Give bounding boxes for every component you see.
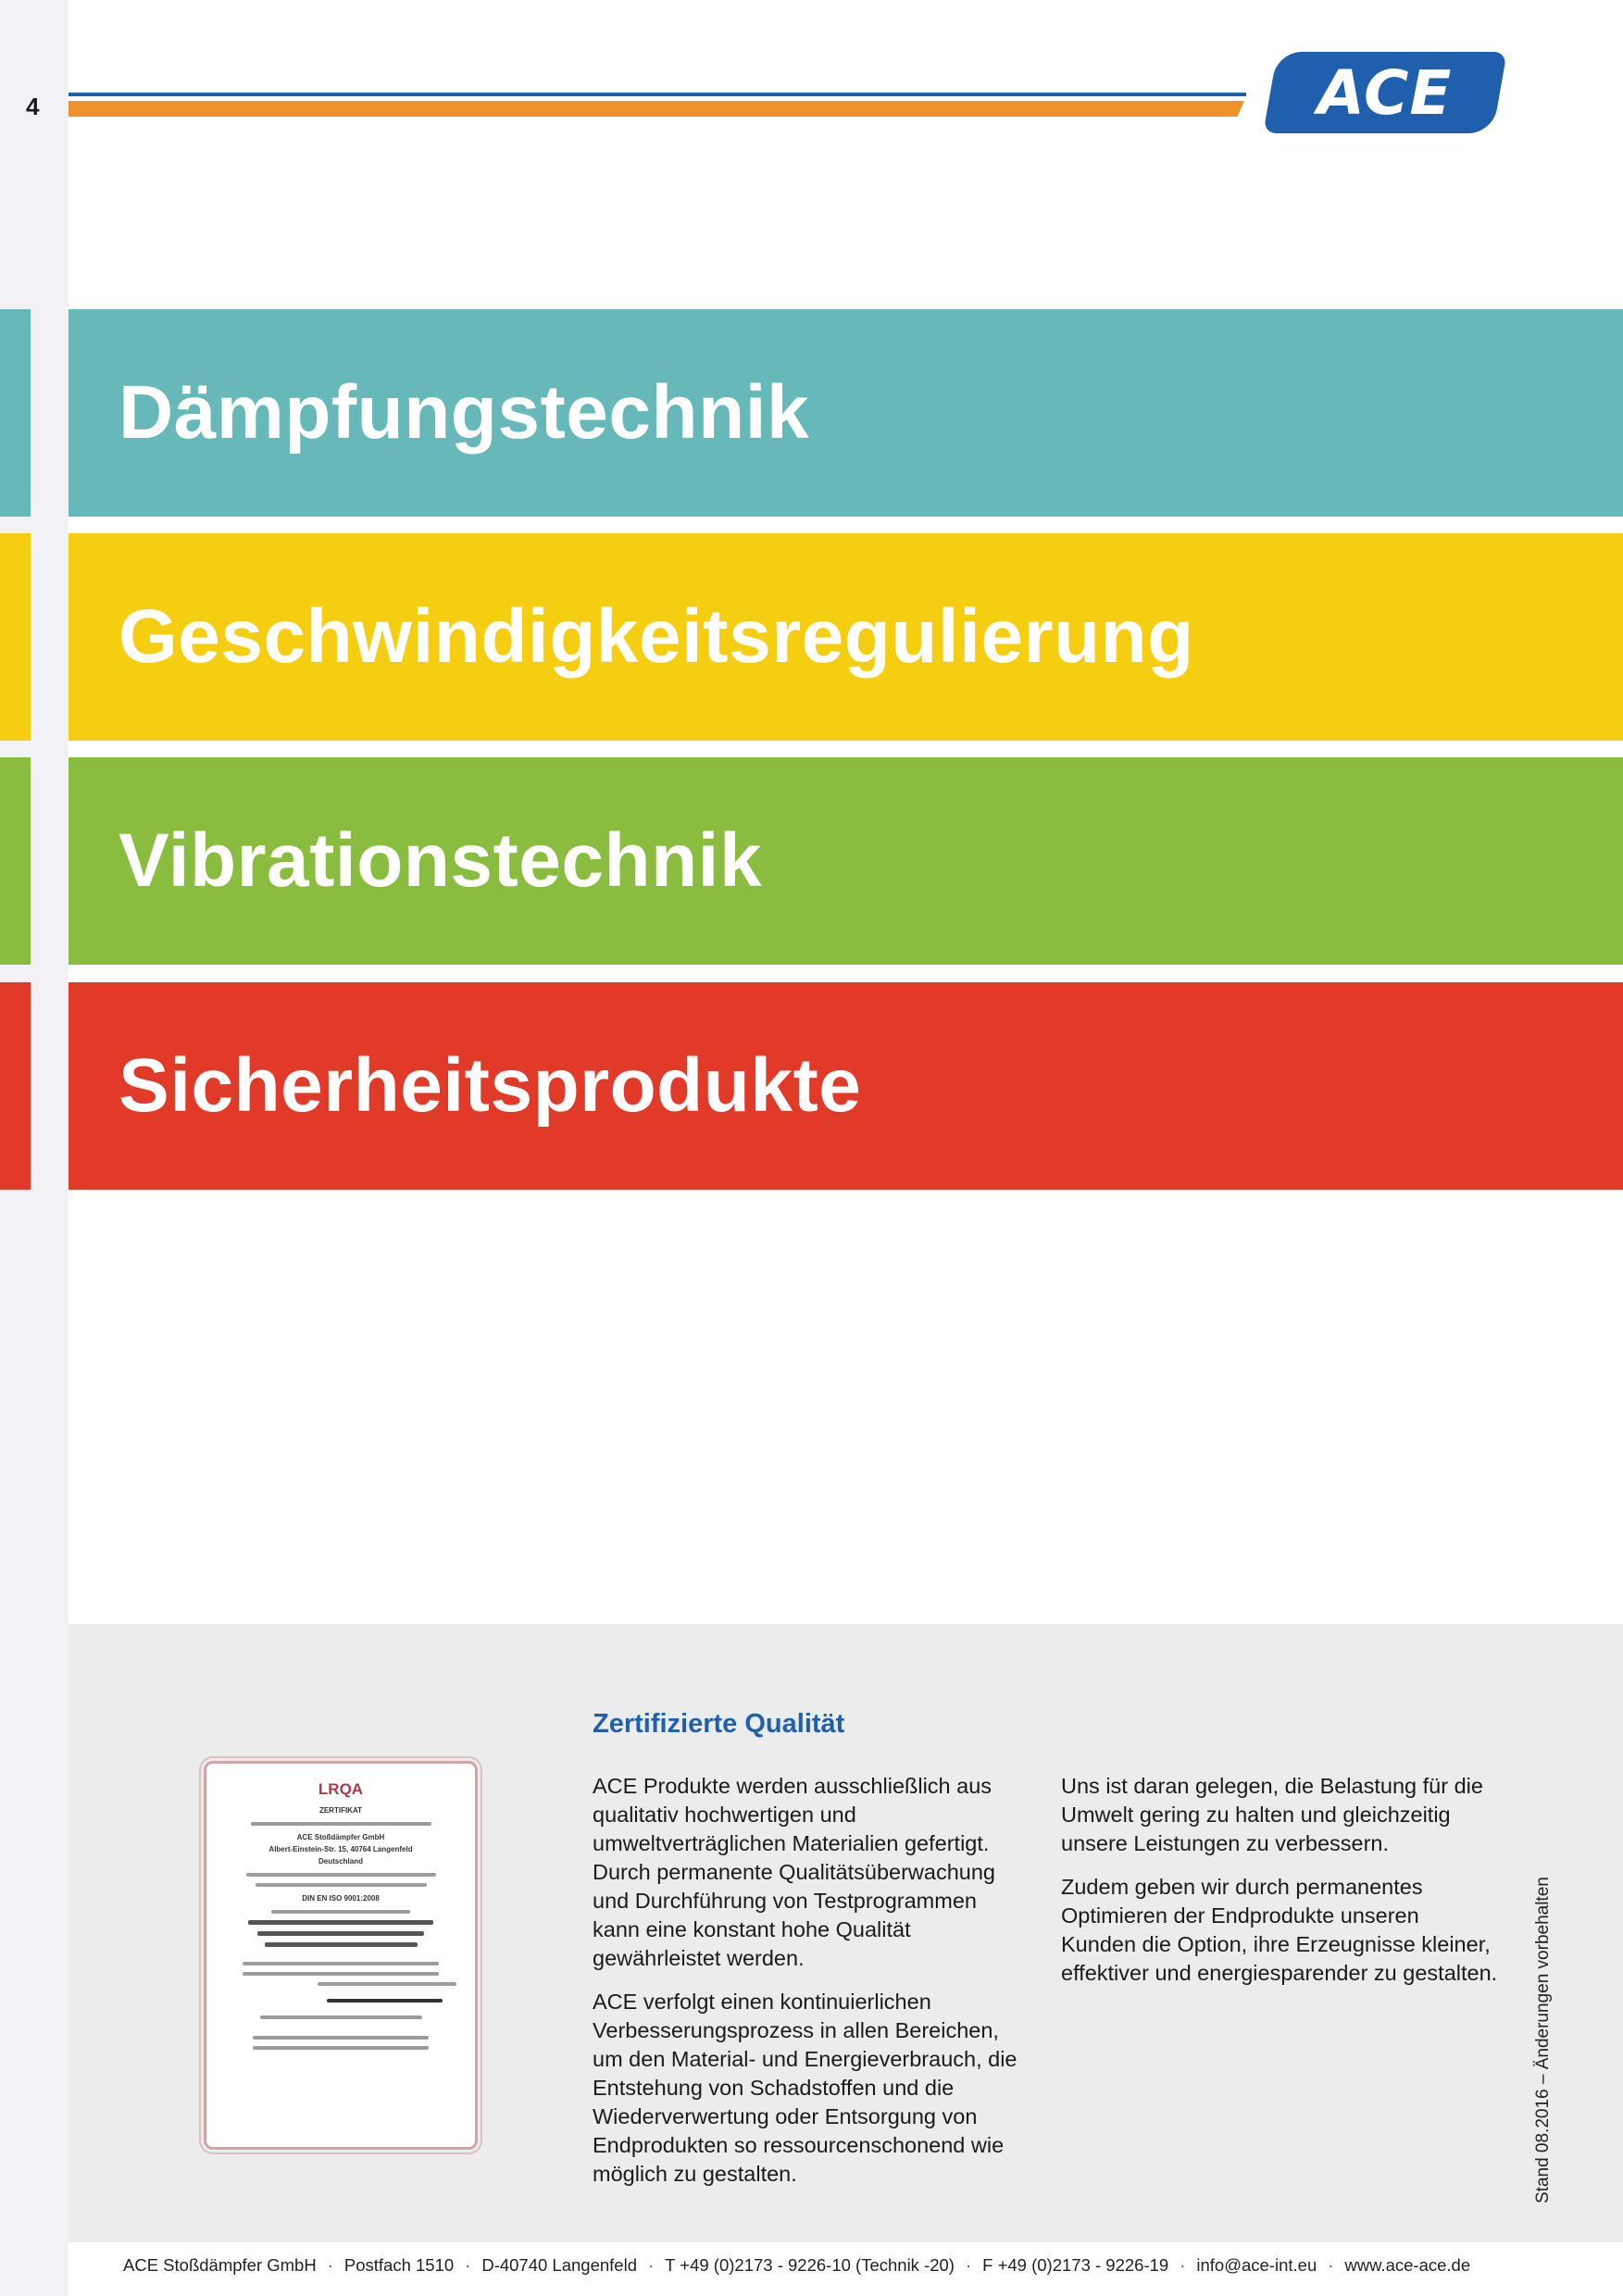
- footer-phone: T +49 (0)2173 - 9226-10 (Technik -20): [665, 2255, 955, 2275]
- iso-certificate-image: [204, 1761, 478, 2150]
- footer-contact-line: [123, 2255, 1470, 2276]
- certificate-text-line: [265, 1942, 418, 1947]
- ace-logo-text: ACE: [1317, 56, 1453, 129]
- certificate-text-line: [243, 1972, 440, 1976]
- band-vibrationstechnik: [69, 757, 1623, 965]
- certificate-country: Deutschland: [318, 1857, 363, 1866]
- band-label: Sicherheitsprodukte: [119, 1043, 862, 1128]
- certificate-text-line: [256, 1883, 427, 1887]
- footer-fax: F +49 (0)2173 - 9226-19: [982, 2255, 1169, 2275]
- certificate-text-line: [318, 1982, 456, 1986]
- footer-website-link[interactable]: www.ace-ace.de: [1344, 2255, 1471, 2275]
- band-marker: [0, 982, 31, 1190]
- certificate-text-line: [257, 1931, 424, 1936]
- certificate-logo: LRQA: [318, 1780, 364, 1798]
- band-label: Dämpfungstechnik: [119, 370, 810, 455]
- quality-paragraph: Zudem geben wir durch permanentes Optimieren der Endprodukte unseren Kunden die Option, ihre Erzeugnisse kleiner, effektiver und energiesparender zu gestalten.: [1061, 1875, 1498, 1985]
- band-sicherheitsprodukte: [69, 982, 1623, 1190]
- certificate-text-line: [260, 2015, 422, 2019]
- footer-separator: ·: [1328, 2255, 1334, 2275]
- footer-separator: ·: [465, 2255, 471, 2275]
- certificate-text-line: [271, 1910, 410, 1914]
- footer-separator: ·: [648, 2255, 655, 2275]
- certificate-company: ACE Stoßdämpfer GmbH: [296, 1833, 385, 1841]
- certificate-text-line: [253, 2046, 429, 2050]
- certificate-text-line: [248, 1920, 433, 1925]
- band-marker: [0, 757, 31, 965]
- certificate-norm: DIN EN ISO 9001:2008: [302, 1894, 380, 1903]
- certificate-text-line: [251, 1822, 431, 1826]
- footer-postbox: Postfach 1510: [343, 2255, 455, 2275]
- footer-email-link[interactable]: info@ace-int.eu: [1196, 2255, 1317, 2275]
- band-geschwindigkeitsregulierung: [69, 533, 1623, 741]
- quality-heading: Zertifizierte Qualität: [593, 1709, 845, 1739]
- footer-company: ACE Stoßdämpfer GmbH: [123, 2255, 317, 2275]
- band-label: Vibrationstechnik: [119, 818, 763, 903]
- band-marker: [0, 309, 31, 517]
- quality-paragraph: ACE verfolgt einen kontinuierlichen Verbesserungsprozess in allen Bereichen, um den Material- und Energieverbrauch, die Entstehung von Schadstoffen und die Wiederverwertung oder Entsorgung von Endprodukten so ressourcenschonend wie möglich zu gestalten.: [593, 1990, 1017, 2186]
- quality-paragraph: Uns ist daran gelegen, die Belastung für die Umwelt gering zu halten und gleichzeitig unsere Leistungen zu verbessern.: [1061, 1774, 1483, 1855]
- certificate-text-line: [253, 2036, 429, 2040]
- certificate-signature: [327, 1999, 443, 2003]
- footer-city: D-40740 Langenfeld: [481, 2255, 637, 2275]
- band-daempfungstechnik: [69, 309, 1623, 517]
- footer-separator: ·: [965, 2255, 972, 2275]
- header-rule-orange: [69, 101, 1244, 117]
- page-number: 4: [26, 93, 40, 120]
- quality-paragraph: ACE Produkte werden ausschließlich aus qualitativ hochwertigen und umweltverträglichen Materialien gefertigt. Durch permanente Qualitätsüberwachung und Durchführung von Testprogrammen kann eine konstant hohe Qualität gewährleistet werden.: [593, 1774, 996, 1970]
- quality-text-column-1: [593, 1772, 1030, 2203]
- quality-text-column-2: [1061, 1772, 1498, 2003]
- ace-logo: [1263, 52, 1507, 133]
- certificate-text-line: [246, 1873, 436, 1877]
- header-rule-blue: [69, 93, 1246, 96]
- band-label: Geschwindigkeitsregulierung: [119, 594, 1194, 679]
- certificate-heading: ZERTIFIKAT: [318, 1806, 363, 1815]
- band-marker: [0, 533, 31, 741]
- stand-note: Stand 08.2016 – Änderungen vorbehalten: [1533, 1877, 1553, 2203]
- certificate-text-line: [243, 1962, 440, 1965]
- certificate-address: Albert-Einstein-Str. 15, 40764 Langenfeld: [268, 1845, 413, 1853]
- footer-separator: ·: [1180, 2255, 1186, 2275]
- footer-separator: ·: [327, 2255, 333, 2275]
